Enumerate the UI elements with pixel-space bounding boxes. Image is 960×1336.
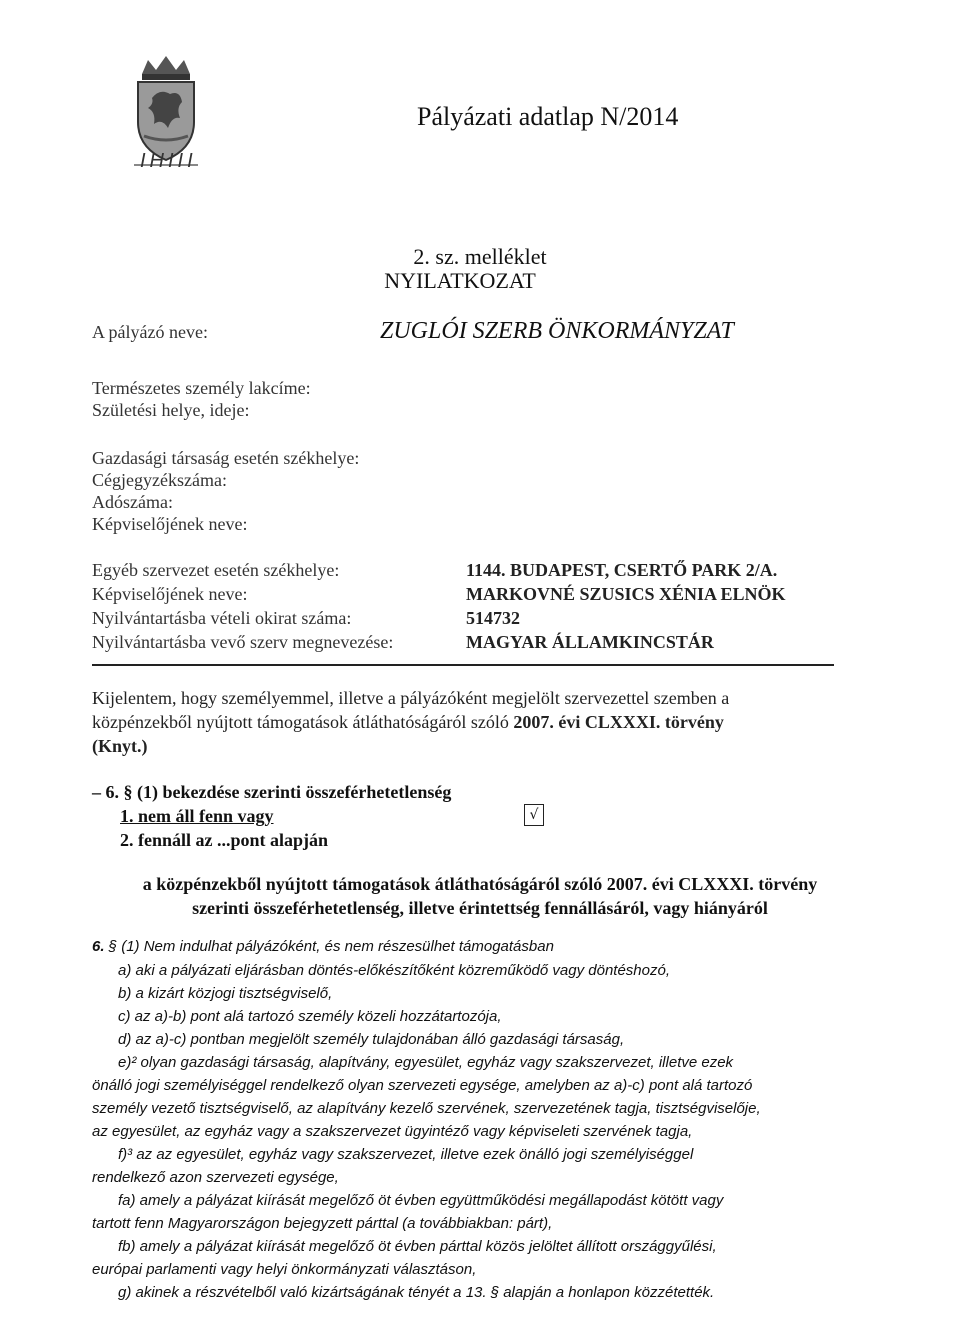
law-line-e-cont-1: önálló jogi személyiséggel rendelkező olyan szervezeti egysége, amelyben az a)-c) pont alá tartozó	[92, 1077, 753, 1094]
company-seat-label: Gazdasági társaság esetén székhelye:	[92, 448, 360, 468]
applicant-label: A pályázó neve:	[92, 322, 208, 342]
conflict-option-1: 1. nem áll fenn vagy	[120, 806, 274, 826]
other-org-registry-value: MAGYAR ÁLLAMKINCSTÁR	[466, 632, 714, 652]
law-line-e-cont-3: az egyesület, az egyház vagy a szakszervezet ügyintéző vagy képviseleti szervének tagja,	[92, 1123, 693, 1140]
other-org-seat-value: 1144. BUDAPEST, CSERTŐ PARK 2/A.	[466, 560, 778, 580]
declaration-line-2	[92, 712, 834, 733]
declaration-line-1: Kijelentem, hogy személyemmel, illetve a pályázóként megjelölt szervezettel szemben a	[92, 688, 730, 708]
conflict-option-2: 2. fennáll az ...pont alapján	[120, 830, 329, 850]
other-org-docnum-value: 514732	[466, 608, 520, 628]
other-org-seat-label: Egyéb szervezet esetén székhelye:	[92, 560, 340, 580]
interest-line-1: a közpénzekből nyújtott támogatások átláthatóságáról szóló 2007. évi CLXXXI. törvény	[142, 874, 818, 894]
law-line-e: e)² olyan gazdasági társaság, alapítvány, egyesület, egyház vagy szakszervezet, illetve ezek	[118, 1054, 734, 1071]
logo-text: IHIII	[140, 150, 197, 172]
natural-person-birth-label: Születési helye, ideje:	[92, 400, 250, 420]
other-org-docnum-label: Nyilvántartásba vételi okirat száma:	[92, 608, 352, 628]
conflict-heading: – 6. § (1) bekezdése szerinti összeférhetetlenség	[92, 782, 452, 802]
company-tax-label: Adószáma:	[92, 492, 173, 512]
law-line-b: b) a kizárt közjogi tisztségviselő,	[118, 985, 333, 1002]
law-line-a: a) aki a pályázati eljárásban döntés-előkészítőként közreműködő vagy döntéshozó,	[118, 962, 670, 979]
declaration-line-3: (Knyt.)	[92, 736, 148, 756]
other-org-rep-label: Képviselőjének neve:	[92, 584, 248, 604]
law-intro-text: § (1) Nem indulhat pályázóként, és nem részesülhet támogatásban	[104, 938, 554, 955]
law-section-number: 6.	[92, 938, 105, 955]
law-line-fb: fb) amely a pályázat kiírását megelőző öt évben párttal közös jelöltet állított országgyűlési,	[118, 1238, 717, 1255]
law-line-fa: fa) amely a pályázat kiírását megelőző öt évben együttműködési megállapodást kötött vagy	[118, 1192, 724, 1209]
other-org-registry-label: Nyilvántartásba vevő szerv megnevezése:	[92, 632, 394, 652]
company-reg-label: Cégjegyzékszáma:	[92, 470, 227, 490]
interest-line-2: szerinti összeférhetetlenség, illetve érintettség fennállásáról, vagy hiányáról	[192, 898, 768, 918]
section-divider	[92, 664, 834, 666]
annex-title: NYILATKOZAT	[384, 268, 536, 293]
law-intro	[92, 938, 554, 955]
applicant-value: ZUGLÓI SZERB ÖNKORMÁNYZAT	[380, 318, 734, 344]
other-org-rep-value: MARKOVNÉ SZUSICS XÉNIA ELNÖK	[466, 584, 786, 604]
law-line-d: d) az a)-c) pontban megjelölt személy tulajdonában álló gazdasági társaság,	[118, 1031, 625, 1048]
page-title: Pályázati adatlap N/2014	[417, 102, 679, 131]
company-rep-label: Képviselőjének neve:	[92, 514, 248, 534]
law-line-e-cont-2: személy vezető tisztségviselő, az alapítvány kezelő szervének, szervezetének tagja, tisztségviselője,	[92, 1100, 761, 1117]
law-line-c: c) az a)-b) pont alá tartozó személy közeli hozzátartozója,	[118, 1008, 502, 1025]
law-line-f: f)³ az az egyesület, egyház vagy szakszervezet, illetve ezek önálló jogi személyiséggel	[118, 1146, 694, 1163]
law-line-g: g) akinek a részvételből való kizártságának tényét a 13. § alapján a honlapon közzétették.	[118, 1284, 715, 1301]
natural-person-address-label: Természetes személy lakcíme:	[92, 378, 311, 398]
check-mark-icon: √	[529, 807, 539, 823]
law-line-fa-cont: tartott fenn Magyarországon bejegyzett párttal (a továbbiakban: párt),	[92, 1215, 553, 1232]
law-line-f-cont: rendelkező azon szervezeti egysége,	[92, 1169, 339, 1186]
annex-number: 2. sz. melléklet	[413, 244, 547, 269]
conflict-option-1-checkbox[interactable]	[524, 804, 544, 826]
declaration-law-ref: 2007. évi CLXXXI. törvény	[513, 712, 724, 732]
declaration-line-2-text: közpénzekből nyújtott támogatások átláthatóságáról szóló	[92, 712, 514, 732]
law-line-fb-cont: európai parlamenti vagy helyi önkormányzati választáson,	[92, 1261, 477, 1278]
